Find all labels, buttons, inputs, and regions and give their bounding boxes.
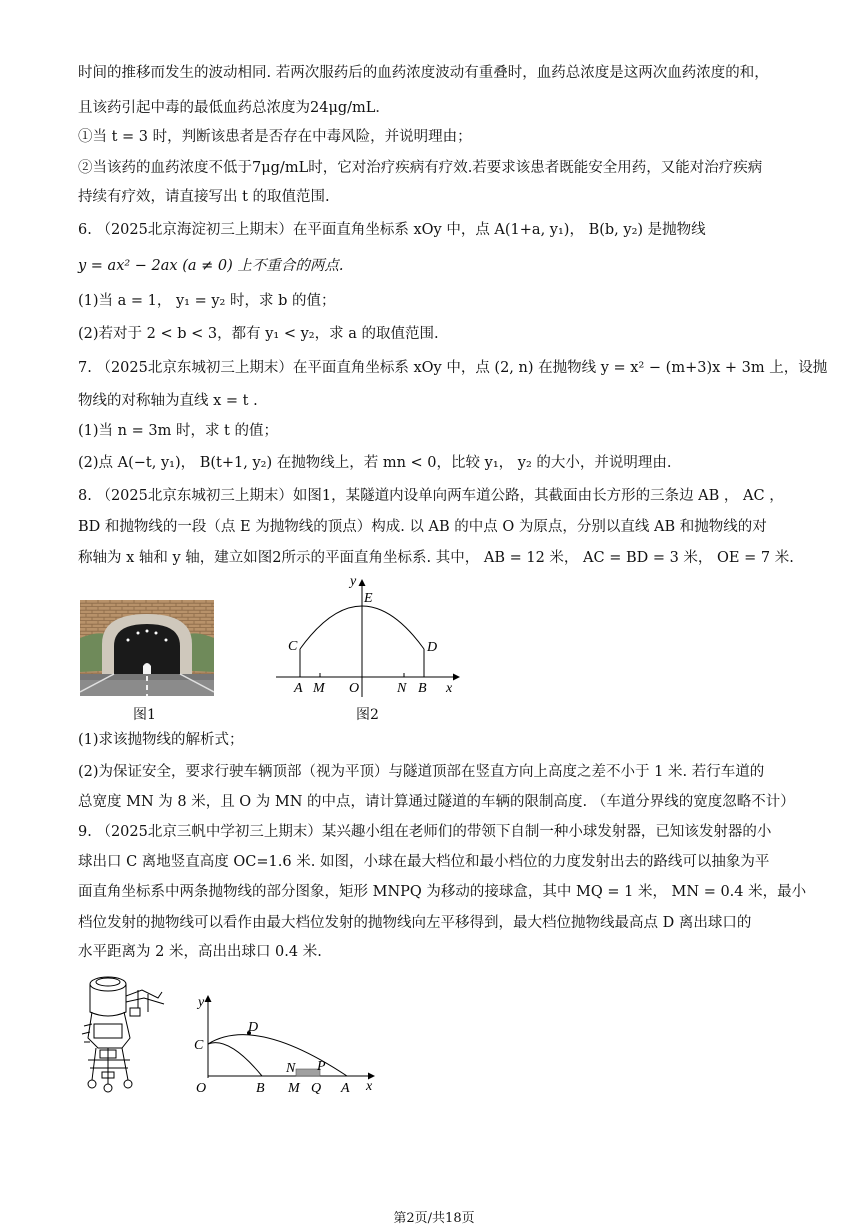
label-e: E [364, 591, 373, 606]
label-n: N [286, 1061, 296, 1076]
label-q: Q [311, 1081, 322, 1096]
x-axis-arrow [453, 674, 460, 681]
sub-question: ②当该药的血药浓度不低于7μg/mL时，它对治疗疾病有疗效.若要求该患者既能安全用药，又能对治疗疾病 [78, 160, 763, 176]
label-c: C [194, 1038, 204, 1053]
sub-question: (1)当 a = 1， y₁ = y₂ 时，求 b 的值； [78, 293, 336, 309]
sub-question: (1)求该抛物线的解析式； [78, 732, 244, 748]
question-8-stem: 8. （2025北京东城初三上期末）如图1，某隧道内设单向两车道公路，其截面由长方形的三条边 AB ， AC ， [78, 488, 784, 504]
label-b: B [256, 1081, 265, 1096]
tunnel-coordinate-diagram [272, 572, 464, 702]
question-7-stem: 7. （2025北京东城初三上期末）在平面直角坐标系 xOy 中，点 (2, n) 在抛物线 y = x² − (m+3)x + 3m 上，设抛 [78, 360, 828, 376]
label-n: N [397, 681, 407, 696]
label-a: A [341, 1081, 350, 1096]
text-line: 面直角坐标系中两条抛物线的部分图象，矩形 MNPQ 为移动的接球盒，其中 MQ = 1 米， MN = 0.4 米，最小 [78, 884, 807, 900]
trajectory-coordinate-diagram [190, 990, 386, 1096]
label-m: M [313, 681, 325, 696]
label-o: O [196, 1081, 207, 1096]
text-line: 时间的推移而发生的波动相同. 若两次服药后的血药浓度波动有重叠时，血药总浓度是这两次血药浓度的和， [78, 65, 769, 81]
label-y: y [350, 574, 357, 589]
question-6-stem: 6. （2025北京海淀初三上期末）在平面直角坐标系 xOy 中，点 A(1+a, y₁)， B(b, y₂) 是抛物线 [78, 222, 706, 238]
sub-question: (1)当 n = 3m 时，求 t 的值； [78, 423, 278, 439]
text-line: 且该药引起中毒的最低血药总浓度为24μg/mL． [78, 100, 390, 116]
text-line: 档位发射的抛物线可以看作由最大档位发射的抛物线向左平移得到，最大档位抛物线最高点 D 离出球口的 [78, 915, 752, 931]
label-p: P [317, 1059, 326, 1074]
label-y: y [198, 995, 205, 1010]
question-9-stem: 9. （2025北京三帆中学初三上期末）某兴趣小组在老师们的带领下自制一种小球发射器，已知该发射器的小 [78, 824, 772, 840]
label-c: C [288, 639, 298, 654]
figure-1-caption: 图1 [133, 707, 156, 723]
label-o: O [349, 681, 360, 696]
question-6-formula: y = ax² − 2ax (a ≠ 0) 上不重合的两点. [78, 258, 344, 274]
page-footer: 第2页/共18页 [393, 1211, 475, 1226]
label-d: D [248, 1020, 259, 1035]
text-line: 水平距离为 2 米，高出出球口 0.4 米. [78, 944, 322, 960]
text-line: 称轴为 x 轴和 y 轴，建立如图2所示的平面直角坐标系. 其中， AB = 12 米， AC = BD = 3 米， OE = 7 米. [78, 550, 794, 566]
text-line: BD 和抛物线的一段（点 E 为抛物线的顶点）构成. 以 AB 的中点 O 为原点，分别以直线 AB 和抛物线的对 [78, 519, 767, 535]
max-gear-parabola [208, 1035, 347, 1076]
y-axis-arrow [205, 995, 212, 1002]
figure-2-caption: 图2 [356, 707, 379, 723]
label-x: x [446, 681, 453, 696]
tunnel-photo [80, 600, 214, 696]
text-line: 持续有疗效，请直接写出 t 的取值范围. [78, 189, 330, 205]
sub-question: (2)为保证安全，要求行驶车辆顶部（视为平顶）与隧道顶部在竖直方向上高度之差不小于 1 米. 若行车道的 [78, 764, 765, 780]
label-m: M [288, 1081, 300, 1096]
label-d: D [427, 640, 438, 655]
label-b: B [418, 681, 427, 696]
label-x: x [366, 1079, 373, 1094]
ball-launcher-sketch [78, 968, 170, 1096]
text-line: 总宽度 MN 为 8 米，且 O 为 MN 的中点，请计算通过隧道的车辆的限制高度. （车道分界线的宽度忽略不计） [78, 794, 795, 810]
min-gear-parabola [208, 1043, 262, 1076]
sub-question: ①当 t = 3 时，判断该患者是否存在中毒风险，并说明理由； [78, 129, 472, 145]
sub-question: (2)若对于 2 < b < 3，都有 y₁ < y₂，求 a 的取值范围. [78, 326, 439, 342]
text-line: 物线的对称轴为直线 x = t . [78, 393, 258, 409]
label-a: A [294, 681, 303, 696]
y-axis-arrow [359, 579, 366, 586]
text-line: 球出口 C 离地竖直高度 OC=1.6 米. 如图，小球在最大档位和最小档位的力度发射出去的路线可以抽象为平 [78, 854, 770, 870]
sub-question: (2)点 A(−t, y₁)， B(t+1, y₂) 在抛物线上，若 mn < 0，比较 y₁， y₂ 的大小，并说明理由. [78, 455, 672, 471]
